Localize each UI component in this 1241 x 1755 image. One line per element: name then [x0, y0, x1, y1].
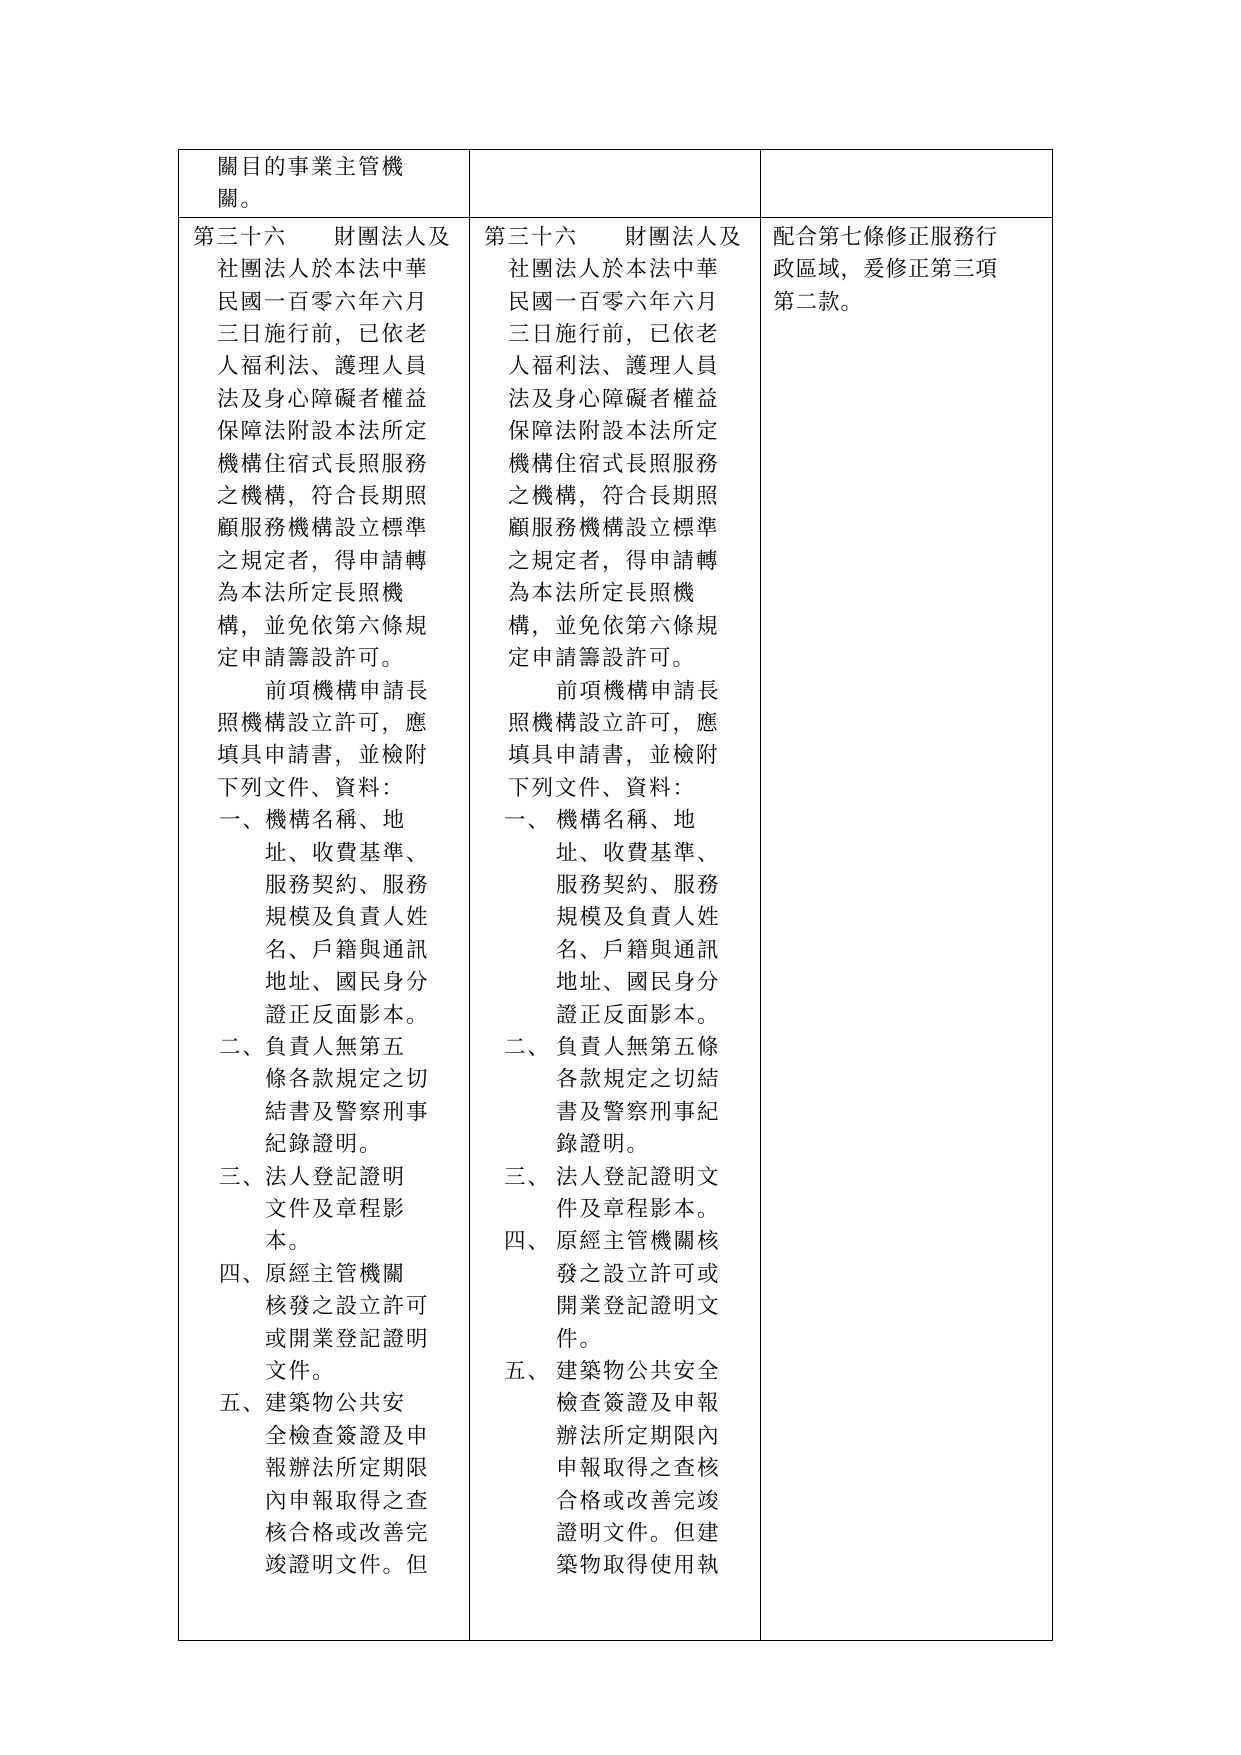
list-item-line: 規模及負責人姓 [265, 905, 430, 931]
paragraph-line: 填具申請書，並檢附 [508, 743, 720, 769]
paragraph-line: 民國一百零六年六月 [217, 289, 429, 315]
paragraph-line: 保障法附設本法所定 [508, 419, 720, 445]
paragraph-line: 法及身心障礙者權益 [217, 386, 429, 412]
paragraph-line: 社團法人於本法中華 [217, 257, 429, 283]
paragraph-line: 之機構，符合長期照 [508, 484, 720, 510]
list-item [484, 1356, 748, 1583]
list-item-line: 報辦法所定期限 [265, 1456, 430, 1482]
paragraph-line: 法及身心障礙者權益 [508, 386, 720, 412]
paragraph-line: 照機構設立許可，應 [217, 710, 429, 736]
list-item-line: 原經主管機關 [265, 1261, 407, 1287]
cell-amended-continuation [179, 150, 470, 218]
explanation-line: 配合第七條修正服務行 [773, 224, 999, 250]
paragraph-line: 前項機構申請長 [265, 678, 430, 704]
list-item-line: 核發之設立許可 [265, 1294, 430, 1320]
list-item-line: 名、戶籍與通訊 [556, 937, 721, 963]
paragraph-line: 顧服務機構設立標準 [217, 516, 429, 542]
paragraph-line: 民國一百零六年六月 [508, 289, 720, 315]
paragraph-line: 人福利法、護理人員 [217, 354, 429, 380]
list-item-line: 書及警察刑事紀 [556, 1099, 721, 1125]
list-item-line: 辦法所定期限內 [556, 1423, 721, 1449]
list-item-number: 一、 [219, 808, 267, 834]
explanation-line: 第二款。 [773, 289, 864, 315]
cell-current-continuation [470, 150, 761, 218]
list-item-line: 或開業登記證明 [265, 1326, 430, 1352]
list-item-number: 四、 [219, 1261, 267, 1287]
paragraph-line: 前項機構申請長 [556, 678, 721, 704]
list-item-line: 法人登記證明 [265, 1164, 407, 1190]
table-row [179, 150, 1053, 218]
list-item-number: 四、 [504, 1229, 552, 1255]
list-item-line: 申報取得之查核 [556, 1456, 721, 1482]
list-item-number: 一、 [504, 808, 552, 834]
list-item-number: 三、 [219, 1164, 267, 1190]
list-item-line: 建築物公共安全 [556, 1359, 721, 1385]
article-heading: 第三十六 財團法人及 [484, 224, 743, 250]
list-item-line: 名、戶籍與通訊 [265, 937, 430, 963]
list-item [193, 1162, 457, 1259]
list-item-line: 機構名稱、地 [265, 808, 407, 834]
paragraph-line: 保障法附設本法所定 [217, 419, 429, 445]
list-item-line: 件及章程影本。 [556, 1197, 721, 1222]
list-item-line: 築物取得使用執 [556, 1553, 721, 1579]
list-item-line: 文件。 [265, 1359, 336, 1385]
paragraph-line: 之規定者，得申請轉 [217, 548, 429, 574]
list-item [484, 1162, 748, 1227]
paragraph-line: 之規定者，得申請轉 [508, 548, 720, 574]
list-item [193, 1259, 457, 1389]
paragraph-line: 社團法人於本法中華 [508, 257, 720, 283]
paragraph-line: 顧服務機構設立標準 [508, 516, 720, 542]
paragraph-line: 機構住宿式長照服務 [217, 451, 429, 477]
paragraph-line: 三日施行前，已依老 [508, 322, 720, 348]
list-item-line: 法人登記證明文 [556, 1164, 721, 1190]
cell-explanation-continuation [761, 150, 1053, 218]
list-item-line: 負責人無第五條 [556, 1034, 721, 1060]
paragraph-line: 為本法所定長照機 [508, 581, 697, 607]
list-item-line: 服務契約、服務 [265, 872, 430, 898]
cell-amended-article-36 [179, 217, 470, 1640]
list-item-line: 機構名稱、地 [556, 808, 698, 834]
paragraph-line: 構，並免依第六條規 [217, 613, 429, 639]
list-item-line: 址、收費基準、 [556, 840, 721, 866]
cell-explanation-article-36 [761, 217, 1053, 1640]
list-item [193, 1032, 457, 1162]
list-item [484, 1226, 748, 1356]
list-item-line: 原經主管機關核 [556, 1229, 721, 1255]
list-item-number: 二、 [219, 1034, 267, 1060]
list-item-line: 竣證明文件。但 [265, 1553, 430, 1579]
list-item-line: 錄證明。 [556, 1132, 651, 1158]
list-item-line: 結書及警察刑事 [265, 1099, 430, 1125]
paragraph-line: 照機構設立許可，應 [508, 710, 720, 736]
paragraph-line: 下列文件、資料： [217, 775, 406, 801]
list-item-line: 文件及章程影 [265, 1197, 407, 1222]
paragraph-line: 人福利法、護理人員 [508, 354, 720, 380]
list-item-line: 服務契約、服務 [556, 872, 721, 898]
list-item-number: 五、 [219, 1391, 267, 1417]
paragraph-line: 下列文件、資料： [508, 775, 697, 801]
list-item-line: 證正反面影本。 [556, 1002, 721, 1028]
list-item-line: 核合格或改善完 [265, 1521, 430, 1547]
paragraph-line: 定申請籌設許可。 [508, 646, 697, 672]
list-item-line: 件。 [556, 1326, 604, 1352]
list-item-line: 建築物公共安 [265, 1391, 407, 1417]
list-item [484, 1032, 748, 1162]
list-item-line: 檢查簽證及申報 [556, 1391, 721, 1417]
list-item-line: 址、收費基準、 [265, 840, 430, 866]
list-item-line: 規模及負責人姓 [556, 905, 721, 931]
article-heading: 第三十六 財團法人及 [193, 224, 452, 250]
list-item-line: 地址、國民身分 [556, 970, 721, 996]
explanation-line: 政區域，爰修正第三項 [773, 257, 999, 283]
list-item-line: 證明文件。但建 [556, 1521, 721, 1547]
paragraph-line: 定申請籌設許可。 [217, 646, 406, 672]
list-item-line: 地址、國民身分 [265, 970, 430, 996]
list-item-line: 合格或改善完竣 [556, 1488, 721, 1514]
list-item-line: 全檢查簽證及申 [265, 1423, 430, 1449]
list-item-line: 內申報取得之查 [265, 1488, 430, 1514]
list-item-number: 二、 [504, 1034, 552, 1060]
list-item-line: 負責人無第五 [265, 1034, 407, 1060]
list-item-line: 各款規定之切結 [556, 1067, 721, 1093]
paragraph-line: 三日施行前，已依老 [217, 322, 429, 348]
table-row [179, 217, 1053, 1640]
list-item-line: 紀錄證明。 [265, 1132, 383, 1158]
paragraph-line: 構，並免依第六條規 [508, 613, 720, 639]
continuation-line: 關目的事業主管機 [217, 155, 406, 180]
list-item [484, 805, 748, 1032]
list-item-line: 證正反面影本。 [265, 1002, 430, 1028]
list-item-line: 本。 [265, 1229, 313, 1255]
list-item-line: 發之設立許可或 [556, 1261, 721, 1287]
list-item-number: 五、 [504, 1359, 552, 1385]
cell-current-article-36 [470, 217, 761, 1640]
paragraph-line: 機構住宿式長照服務 [508, 451, 720, 477]
list-item [193, 1388, 457, 1582]
comparison-table [178, 149, 1053, 1641]
paragraph-line: 之機構，符合長期照 [217, 484, 429, 510]
list-item-number: 三、 [504, 1164, 552, 1190]
continuation-line: 關。 [217, 187, 265, 213]
list-item-line: 條各款規定之切 [265, 1067, 430, 1093]
list-item-line: 開業登記證明文 [556, 1294, 721, 1320]
paragraph-line: 為本法所定長照機 [217, 581, 406, 607]
paragraph-line: 填具申請書，並檢附 [217, 743, 429, 769]
list-item [193, 805, 457, 1032]
